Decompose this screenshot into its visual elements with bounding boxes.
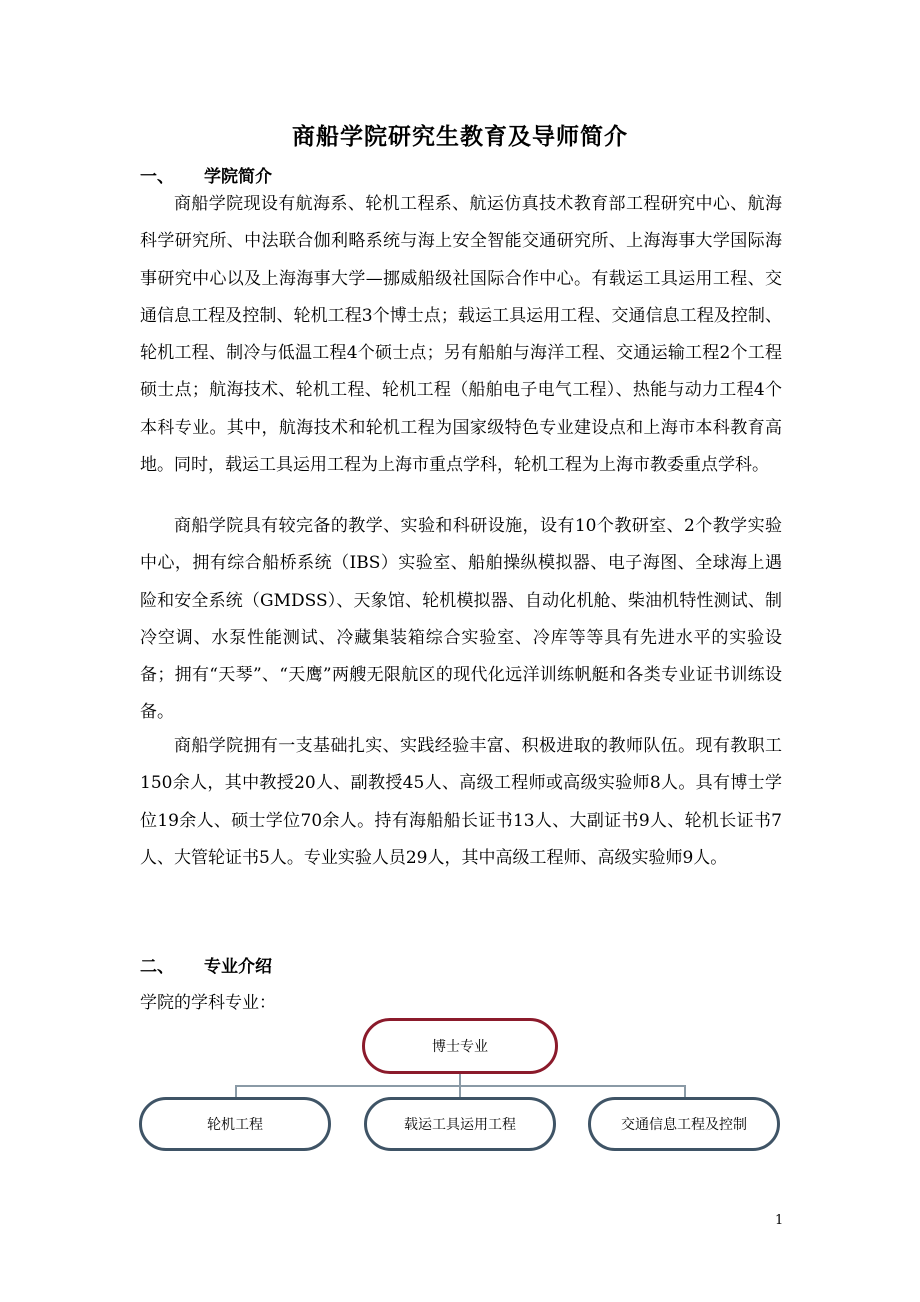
section-title-1: 学院简介 xyxy=(204,167,272,187)
section-number-2: 二、 xyxy=(140,957,174,977)
org-node-traffic-information-control: 交通信息工程及控制 xyxy=(588,1097,780,1151)
org-node-doctoral-programs: 博士专业 xyxy=(362,1018,558,1074)
org-node-marine-engineering: 轮机工程 xyxy=(139,1097,331,1151)
org-node-vehicle-operation-engineering: 载运工具运用工程 xyxy=(364,1097,556,1151)
page-title: 商船学院研究生教育及导师简介 xyxy=(292,124,628,150)
paragraph-faculty: 商船学院拥有一支基础扎实、实践经验丰富、积极进取的教师队伍。现有教职工150余人，其中教授20人、副教授45人、高级工程师或高级实验师8人。具有博士学位19余人、硕士学位70余人。持有海船船长证书13人、大副证书9人、轮机长证书7人、大管轮证书5人。专业实验人员29人，其中高级工程师、高级实验师9人。 xyxy=(140,736,782,868)
page-number: 1 xyxy=(775,1213,784,1228)
paragraph-facilities: 商船学院具有较完备的教学、实验和科研设施，设有10个教研室、2个教学实验中心，拥有综合船桥系统（IBS）实验室、船舶操纵模拟器、电子海图、全球海上遇险和安全系统（GMDSS）、天象馆、轮机模拟器、自动化机舱、柴油机特性测试、制冷空调、水泵性能测试、冷藏集装箱综合实验室、冷库等等具有先进水平的实验设备；拥有“天琴”、“天鹰”两艘无限航区的现代化远洋训练帆艇和各类专业证书训练设备。 xyxy=(140,516,782,723)
section-number-1: 一、 xyxy=(140,167,174,187)
section-title-2: 专业介绍 xyxy=(204,957,272,977)
paragraph-college-overview: 商船学院现设有航海系、轮机工程系、航运仿真技术教育部工程研究中心、航海科学研究所、中法联合伽利略系统与海上安全智能交通研究所、上海海事大学国际海事研究中心以及上海海事大学—挪威船级社国际合作中心。有载运工具运用工程、交通信息工程及控制、轮机工程3个博士点；载运工具运用工程、交通信息工程及控制、轮机工程、制冷与低温工程4个硕士点；另有船舶与海洋工程、交通运输工程2个工程硕士点；航海技术、轮机工程、轮机工程（船舶电子电气工程）、热能与动力工程4个本科专业。其中，航海技术和轮机工程为国家级特色专业建设点和上海市本科教育高地。同时，载运工具运用工程为上海市重点学科，轮机工程为上海市教委重点学科。 xyxy=(140,194,782,476)
section-intro: 学院的学科专业： xyxy=(140,993,276,1013)
